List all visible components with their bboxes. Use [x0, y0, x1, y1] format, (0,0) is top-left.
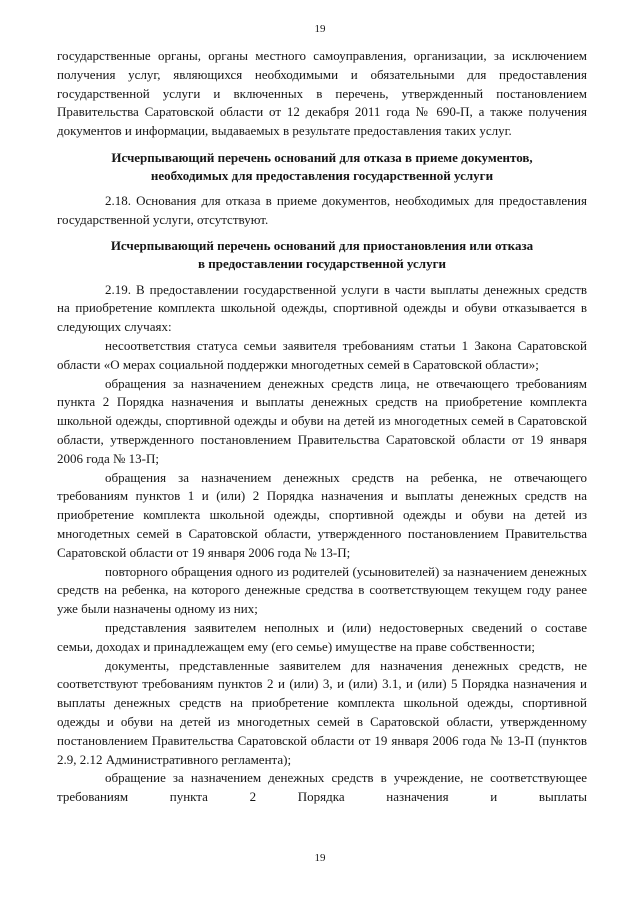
- list-item: обращения за назначением денежных средств на ребенка, не отвечающего требованиям пунктов 1 и (или) 2 Порядка назначения и выплаты денежных средств на приобретение комплекта школьной одежды, спортивной одежды и обуви на детей из многодетных семей в Саратовской области, утвержденного постановлением Правительства Саратовской области от 19 января 2006 года № 13-П;: [57, 469, 587, 560]
- heading-line: в предоставлении государственной услуги: [197, 256, 446, 272]
- heading-line: необходимых для предоставления государственной услуги: [150, 168, 494, 184]
- list-item: повторного обращения одного из родителей (усыновителей) за назначением денежных средств на ребенка, на которого денежные средства в соответствующем текущем году ранее уже были назначены одному из них;: [57, 563, 587, 617]
- list-item: обращения за назначением денежных средств лица, не отвечающего требованиям пункта 2 Порядка назначения и выплаты денежных средств на приобретение комплекта школьной одежды, спортивной одежды и обуви на детей из многодетных семей в Саратовской области, утвержденного постановлением Правительства Саратовской области от 19 января 2006 года № 13-П;: [57, 375, 587, 466]
- heading-line: Исчерпывающий перечень оснований для отказа в приеме документов,: [111, 149, 533, 165]
- paragraph-2-18: 2.18. Основания для отказа в приеме документов, необходимых для предоставления государственной услуги, отсутствуют.: [57, 192, 587, 227]
- paragraph-continued: государственные органы, органы местного самоуправления, организации, за исключением получения услуг, являющихся необходимыми и обязательными для предоставления государственной услуги и включенных в перечень, утвержденный постановлением Правительства Саратовской области от 12 декабря 2011 года № 690-П, а также получения документов и информации, выдаваемых в результате предоставления таких услуг.: [57, 48, 587, 139]
- page-number-bottom: 19: [314, 852, 326, 864]
- list-item: представления заявителем неполных и (или) недостоверных сведений о составе семьи, доходах и принадлежащем ему (его семье) имуществе на праве собственности;: [57, 619, 587, 654]
- list-item: несоответствия статуса семьи заявителя требованиям статьи 1 Закона Саратовской области «О мерах социальной поддержки многодетных семей в Саратовской области»;: [57, 337, 587, 372]
- section-heading-refusal-documents: [57, 149, 587, 186]
- document-body: [57, 47, 587, 807]
- section-heading-suspension-refusal: [57, 237, 587, 274]
- heading-line: Исчерпывающий перечень оснований для приостановления или отказа: [110, 237, 534, 253]
- list-item: обращение за назначением денежных средств в учреждение, не соответствующее требованиям пункта 2 Порядка назначения и выплаты: [57, 770, 587, 805]
- page-number-top: 19: [314, 23, 326, 35]
- list-item: документы, представленные заявителем для назначения денежных средств, не соответствуют требованиям пунктов 2 и (или) 3, и (или) 3.1, и (или) 5 Порядка назначения и выплаты денежных средств на приобретение комплекта школьной одежды, спортивной одежды и обуви на детей из многодетных семей в Саратовской области, утвержденному постановлением Правительства Саратовской области от 19 января 2006 года № 13-П (пунктов 2.9, 2.12 Административного регламента);: [57, 657, 587, 767]
- paragraph-2-19: 2.19. В предоставлении государственной услуги в части выплаты денежных средств на приобретение комплекта школьной одежды, спортивной одежды и обуви отказывается в следующих случаях:: [57, 281, 587, 335]
